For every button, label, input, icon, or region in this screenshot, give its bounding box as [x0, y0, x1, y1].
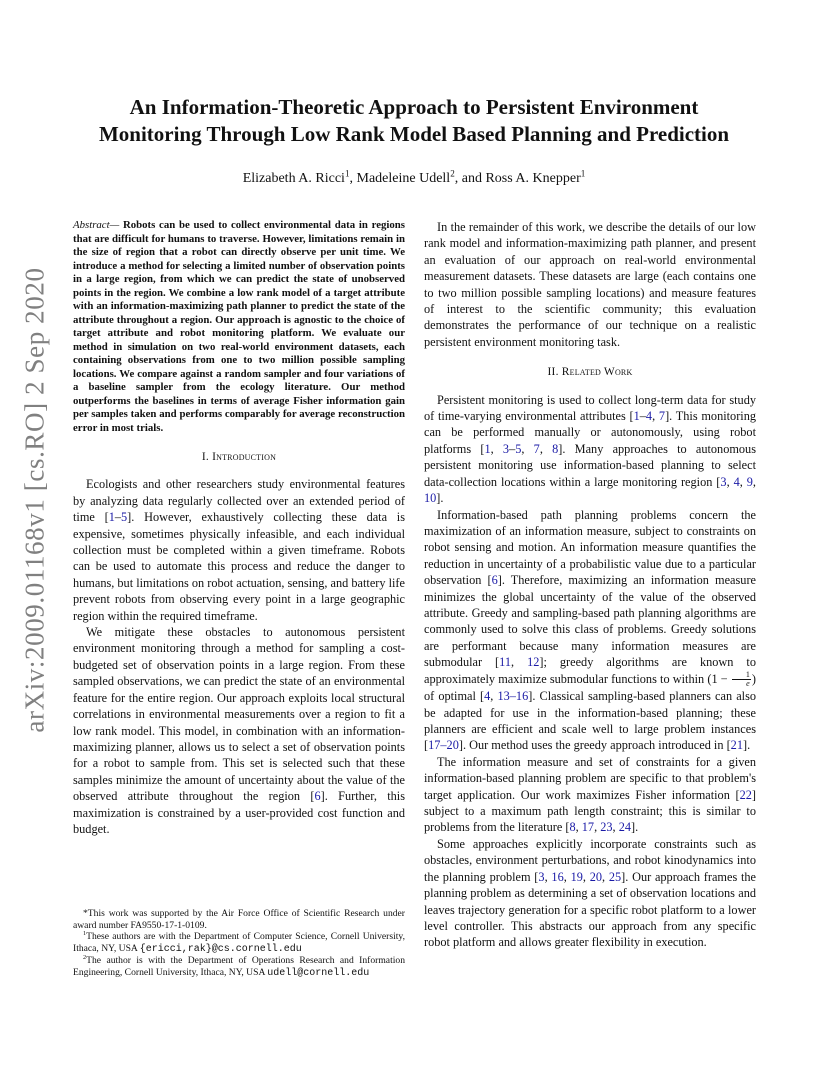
- citation-link[interactable]: 7: [658, 409, 666, 424]
- citation-link[interactable]: 8: [569, 820, 576, 835]
- citation-link[interactable]: 6: [491, 573, 498, 588]
- intro-paragraph: We mitigate these obstacles to autonomous persistent environment monitoring through a method for sampling a cost-budgeted set of observation points in a large region. From these sampled observations, we can predict the state of an environmental feature for the entire region. Our approach exploits local structural correlations in environmental measurements over a region to fit a low rank model. This model, in combination with an information-maximizing planner, allows us to select a set of observation points for a robot to sample from. This set is selected such that these samples minimize the amount of uncertainty about the value of the observed attribute throughout the region [6]. Further, this maximization is constrained by a user-provided cost function and budget.: [73, 625, 406, 836]
- affiliation-marker: 1: [344, 168, 350, 179]
- body-paragraph: The information measure and set of constraints for a given information-based planning problem are specific to that problem's target application. Our work maximizes Fisher information [22] subject to a maximum path length constraint; this is similar to problems from the literature [8, 17, 23, 24].: [424, 754, 756, 835]
- body-paragraph: In the remainder of this work, we describe the details of our low rank model and information-maximizing path planner, and present an evaluation of our approach on real-world environmental measurement datasets. These datasets are large (each contains one to two million possible sampling locations) and measure features of interest to the scientific community; this evaluation demonstrates the performance of our technique on a realistic persistent environment monitoring task.: [424, 220, 756, 349]
- citation-link[interactable]: 25: [608, 869, 622, 884]
- section-heading-related-work: II. Related Work: [547, 366, 633, 379]
- email-address: udell@cornell.edu: [267, 967, 370, 979]
- citation-link[interactable]: 17–20: [428, 738, 459, 753]
- author-name: Elizabeth A. Ricci: [242, 171, 345, 186]
- author-list: Elizabeth A. Ricci$^1$, Madeleine Udell$^2$, and Ross A. Knepper$^1$: [242, 168, 586, 186]
- intro-paragraph: Ecologists and other researchers study environmental features by analyzing data regularly collected over an extended period of time [1–5]. However, exhaustively collecting these data is expensive, sometimes physically infeasible, and each individual collection must be completed within a given timeframe. Robots can be used to automate this process and reduce the danger to humans, but limitations on robot actuation, sensing, and battery life prevent robots from observing every point in a large geographic region within the required timeframe.: [73, 477, 405, 623]
- abstract-text: Robots can be used to collect environmental data in regions that are difficult for humans to traverse. However, limitations remain in the size of region that a robot can directly observe per unit time. We introduce a method for selecting a limited number of observation points in a large region, from which we can predict the state of unobserved points in the region. We combine a low rank model of a target attribute with an information-maximizing path planner to predict the state of the attribute throughout a region. Our approach is agnostic to the choice of target attribute and robot monitoring platform. We evaluate our method in simulation on two real-world environment datasets, each containing observations from one to two million possible sampling locations. We compare against a random sampler and four variations of a baseline sampler from the ecology literature. Our method outperforms the baselines in terms of average Fisher information gain per samples taken and performs comparably for average reconstruction error in most trials.: [73, 219, 405, 434]
- citation-link[interactable]: 3: [502, 441, 510, 456]
- citation-link[interactable]: 4: [484, 689, 491, 704]
- citation-link[interactable]: 5: [515, 441, 522, 456]
- citation-link[interactable]: 16: [551, 869, 564, 884]
- citation-link[interactable]: 6: [314, 789, 321, 804]
- arxiv-id-text: arXiv:2009.01168v1 [cs.RO] 2 Sep 2020: [19, 267, 50, 733]
- citation-link[interactable]: 12: [527, 655, 540, 670]
- citation-link[interactable]: 4: [645, 409, 653, 424]
- citation-link[interactable]: 21: [730, 738, 743, 753]
- citation-link[interactable]: 22: [739, 787, 752, 802]
- right-column: [424, 219, 756, 951]
- citation-link[interactable]: 8: [552, 441, 559, 456]
- citation-link[interactable]: 5: [121, 510, 128, 525]
- citation-link[interactable]: 13–16: [497, 689, 529, 704]
- citation-link[interactable]: 9: [746, 474, 753, 489]
- arxiv-identifier: [10, 267, 60, 733]
- citation-link[interactable]: 19: [570, 869, 583, 884]
- citation-link[interactable]: 24: [618, 820, 631, 835]
- author-name: Ross A. Knepper: [485, 171, 581, 186]
- body-paragraph: Information-based path planning problems concern the maximization of an information measure, subject to constraints on robot sensing and motion. An information measure quantifies the reduction in uncertainty of a probabilistic value due to a particular observation [6]. Therefore, maximizing an information measure minimizes the global uncertainty of the value of the observed attribute. Greedy and sampling-based path planning algorithms are commonly used to solve this class of problems. Greedy solutions are performant because many information measures are submodular [11, 12]; greedy algorithms are known to approximately maximize submodular functions to within (1 − $\frac{1}{e}$ ) of optimal [4, 13–16]. Classical sampling-based planners can also be adapted for use in the information-based planning; these planners are efficient and scale well to large problem instances [17–20]. Our method uses the greedy approach introduced in [21].: [424, 507, 757, 753]
- title-line-2: Monitoring Through Low Rank Model Based Planning and Prediction: [98, 122, 730, 146]
- citation-link[interactable]: 1: [108, 510, 115, 525]
- abstract: Abstract— Robots can be used to collect environmental data in regions that are difficult for humans to traverse. However, limitations remain in the size of region that a robot can directly observe per unit time. We introduce a method for selecting a limited number of observation points in a large region, from which we can predict the state of unobserved points in the region. We combine a low rank model of a target attribute with an information-maximizing path planner to predict the state of the attribute throughout a region. Our approach is agnostic to the choice of target attribute and robot monitoring platform. We evaluate our method in simulation on two real-world environment datasets, each containing observations from one to two million possible sampling locations. We compare against a random sampler and four variations of a baseline sampler from the ecology literature. Our method outperforms the baselines in terms of average Fisher information gain per samples taken and performs comparably for average reconstruction error in most trials.: [73, 219, 405, 434]
- section-heading-introduction: I. Introduction: [201, 451, 277, 463]
- citation-link[interactable]: 1: [484, 441, 491, 456]
- affiliation-footnote: $^2$The author is with the Department of Operations Research and Information Engineering, Cornell University, Ithaca, NY, USA udell@cornell.edu: [73, 954, 405, 979]
- citation-link[interactable]: 23: [600, 820, 613, 835]
- citation-link[interactable]: 17: [581, 820, 595, 835]
- body-paragraph: Some approaches explicitly incorporate constraints such as obstacles, environment perturbations, and robot kinodynamics into the planning problem [3, 16, 19, 20, 25]. Our approach frames the planning problem as determining a set of observation locations and leaves trajectory generation for a specific robot platform to a lower level controller. This abstracts our approach from any specific robot platform and allows greater flexibility in execution.: [424, 836, 757, 950]
- author-name: Madeleine Udell: [356, 171, 451, 186]
- affiliation-marker: 2: [450, 168, 455, 179]
- citation-link[interactable]: 3: [538, 869, 545, 884]
- citation-link[interactable]: 20: [589, 869, 602, 884]
- affiliation-marker: 1: [580, 168, 586, 179]
- body-paragraph: Persistent monitoring is used to collect long-term data for study of time-varying environmental attributes [1–4, 7]. This monitoring can be performed manually or autonomously, using robot platforms [1, 3–5, 7, 8]. Many approaches to autonomous persistent monitoring use information-based planning to select data-collection locations within a large monitoring region [3, 4, 9, 10].: [424, 392, 757, 506]
- abstract-label: Abstract: [73, 219, 110, 231]
- affiliation-footnote: $^1$These authors are with the Department of Computer Science, Cornell University, Ithaca, NY, USA {ericci,rak}@cs.cornell.edu: [73, 930, 405, 955]
- citation-link[interactable]: 7: [533, 441, 540, 456]
- funding-footnote: *This work was supported by the Air Force Office of Scientific Research under award number FA9550-17-1-0109.: [73, 908, 405, 931]
- title-line-1: An Information-Theoretic Approach to Persistent Environment: [129, 95, 699, 119]
- email-address: {ericci,rak}@cs.cornell.edu: [139, 943, 302, 955]
- citation-link[interactable]: 11: [499, 655, 511, 670]
- citation-link[interactable]: 3: [720, 474, 727, 489]
- fraction: $\frac{1}{e}$: [732, 671, 751, 688]
- citation-link[interactable]: 4: [733, 474, 740, 489]
- citation-link[interactable]: 10: [424, 491, 437, 506]
- footnotes: [73, 908, 405, 980]
- paper-title: [60, 94, 768, 148]
- left-column: [73, 219, 405, 837]
- citation-link[interactable]: 1: [633, 409, 640, 424]
